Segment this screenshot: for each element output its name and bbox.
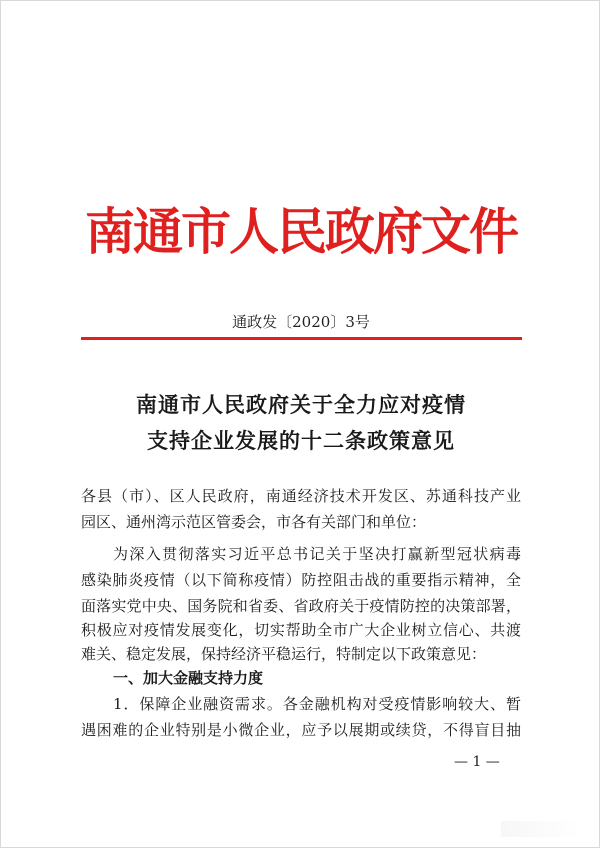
issuer-header-title: 南通市人民政府文件 — [85, 202, 517, 261]
document-title-line-1: 南通市人民政府关于全力应对疫情 — [136, 392, 466, 417]
page-number: — 1 — — [454, 754, 500, 770]
item-1-line-2: 遇困难的企业特别是小微企业，应予以展期或续贷，不得盲目抽 — [81, 721, 521, 739]
document-number: 通政发〔2020〕3号 — [232, 313, 370, 331]
preamble-line-3: 面落实党中央、国务院和省委、省政府关于疫情防控的决策部署， — [81, 597, 521, 615]
preamble-line-2: 感染肺炎疫情（以下简称疫情）防控阻击战的重要指示精神，全 — [81, 571, 521, 589]
document-title-line-2: 支持企业发展的十二条政策意见 — [147, 428, 455, 453]
section-heading: 一、加大金融支持力度 — [113, 669, 264, 687]
addressees-line-2: 园区、通州湾示范区管委会，市各有关部门和单位： — [81, 513, 427, 531]
addressees-line-1: 各县（市）、区人民政府，南通经济技术开发区、苏通科技产业 — [81, 487, 521, 505]
red-separator-line — [81, 337, 522, 340]
item-1-line-1: 1．保障企业融资需求。各金融机构对受疫情影响较大、暂 — [113, 695, 521, 713]
faint-watermark — [501, 821, 581, 837]
preamble-line-4: 积极应对疫情发展变化，切实帮助全市广大企业树立信心、共渡 — [81, 621, 521, 639]
preamble-line-5: 难关、稳定发展，保持经济平稳运行，特制定以下政策意见： — [81, 645, 487, 663]
preamble-line-1: 为深入贯彻落实习近平总书记关于坚决打赢新型冠状病毒 — [113, 545, 521, 563]
